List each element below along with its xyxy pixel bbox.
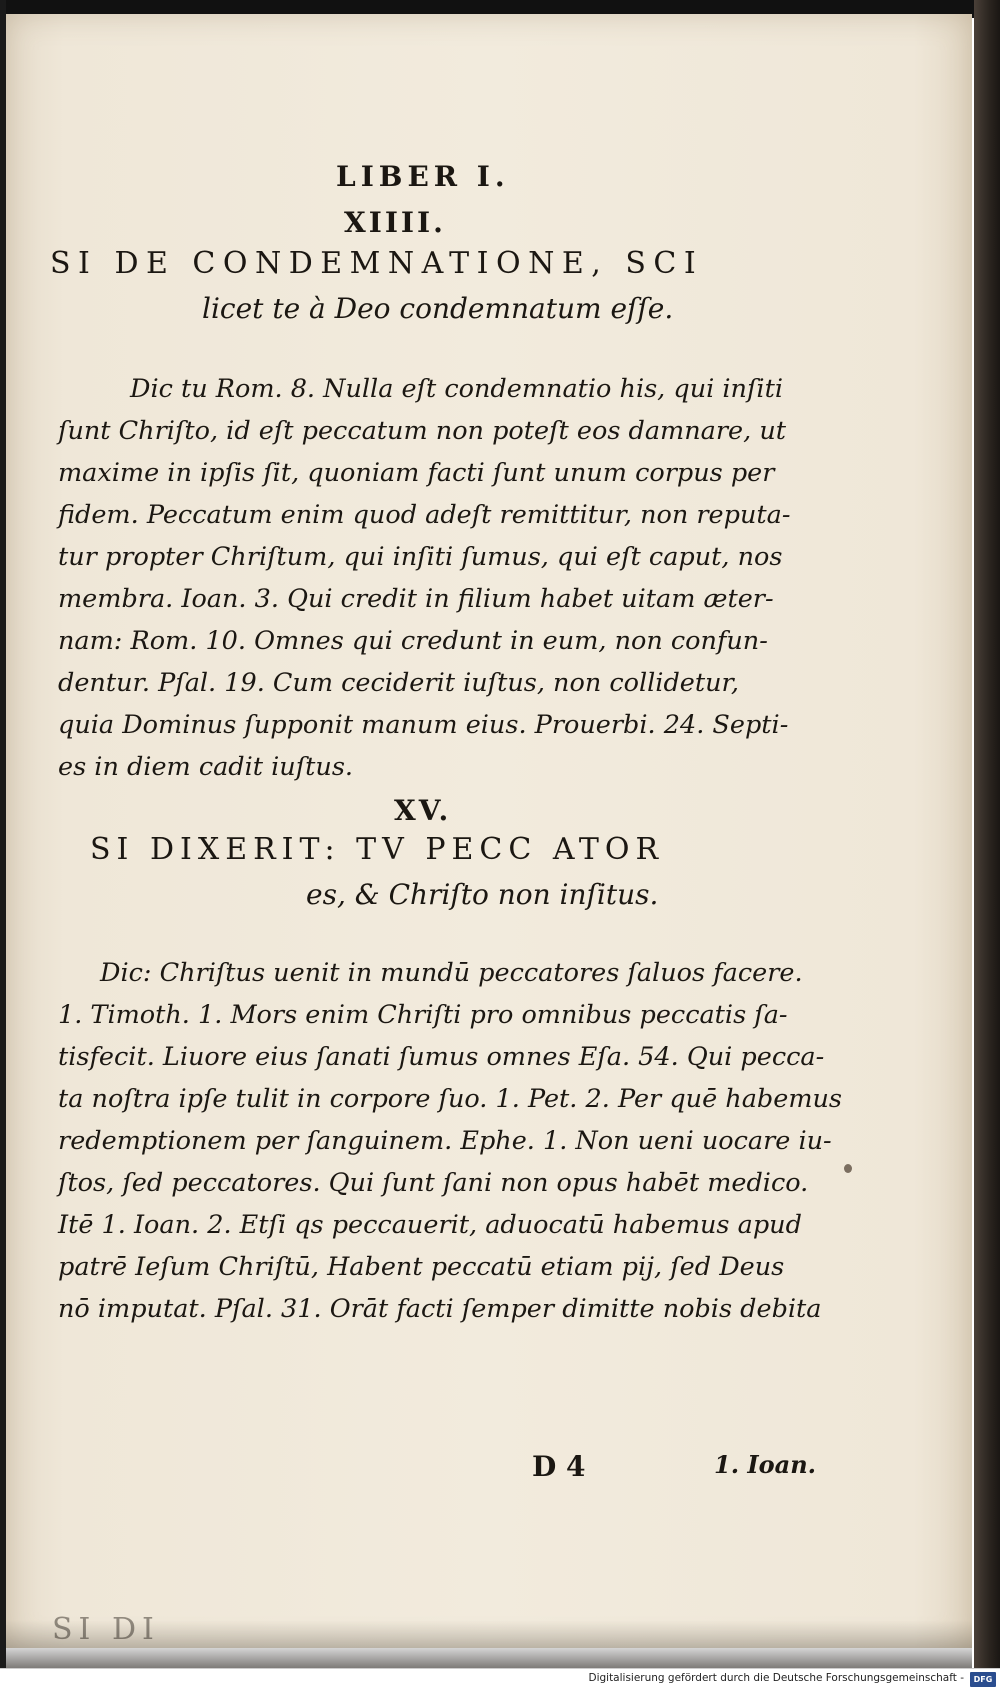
signature-mark: D 4 bbox=[532, 1450, 586, 1483]
section-subheading-15: es, & Chriſto non inſitus. bbox=[306, 878, 659, 911]
section-15-line: 1. Timoth. 1. Mors enim Chriſti pro omnibus peccatis ſa- bbox=[58, 1000, 788, 1030]
section-15-line: nō imputat. Pſal. 31. Orāt facti ſemper dimitte nobis debita bbox=[58, 1294, 822, 1324]
running-head: LIBER I. bbox=[336, 160, 510, 193]
section-15-line: Dic: Chriſtus uenit in mundū peccatores ſaluos facere. bbox=[100, 958, 803, 988]
section-number-15: XV. bbox=[394, 794, 452, 827]
section-14-line: quia Dominus ſupponit manum eius. Prouerbi. 24. Septi- bbox=[58, 710, 789, 740]
section-heading-15: SI DIXERIT: TV PECC ATOR bbox=[90, 832, 665, 867]
book-page bbox=[6, 14, 972, 1648]
section-15-line: ta noſtra ipſe tulit in corpore ſuo. 1. Pet. 2. Per quē habemus bbox=[58, 1084, 843, 1114]
section-14-line: fidem. Peccatum enim quod adeſt remittitur, non reputa- bbox=[58, 500, 791, 530]
section-14-line: ſunt Chriſto, id eſt peccatum non poteſt eos damnare, ut bbox=[58, 416, 787, 446]
section-14-line: dentur. Pſal. 19. Cum ceciderit iuſtus, non collidetur, bbox=[58, 668, 740, 698]
digitization-footer bbox=[0, 1668, 1000, 1691]
section-14-line: Dic tu Rom. 8. Nulla eſt condemnatio his, qui inſiti bbox=[130, 374, 783, 404]
book-spine-edge bbox=[974, 0, 1000, 1668]
section-15-line: patrē Ieſum Chriſtū, Habent peccatū etiam pij, ſed Deus bbox=[58, 1252, 785, 1282]
section-14-line: es in diem cadit iuſtus. bbox=[58, 752, 354, 782]
section-14-line: membra. Ioan. 3. Qui credit in filium habet uitam æter- bbox=[58, 584, 774, 614]
section-15-line: redemptionem per ſanguinem. Ephe. 1. Non ueni uocare iu- bbox=[58, 1126, 832, 1156]
funding-credit: Digitalisierung gefördert durch die Deutsche Forschungsgemeinschaft - bbox=[588, 1672, 964, 1684]
catchword: 1. Ioan. bbox=[714, 1450, 816, 1479]
dfg-logo: DFG bbox=[970, 1672, 996, 1687]
section-14-line: tur propter Chriſtum, qui inſiti ſumus, qui eſt caput, nos bbox=[58, 542, 783, 572]
section-14-line: nam: Rom. 10. Omnes qui credunt in eum, non confun- bbox=[58, 626, 768, 656]
page-bottom-shadow bbox=[6, 1620, 972, 1668]
section-number-14: XIIII. bbox=[344, 206, 446, 239]
section-heading-14: SI DE CONDEMNATIONE, SCI bbox=[50, 246, 704, 281]
section-15-line: tisfecit. Liuore eius ſanati ſumus omnes Eſa. 54. Qui pecca- bbox=[58, 1042, 825, 1072]
ink-spot bbox=[844, 1164, 852, 1173]
section-subheading-14: licet te à Deo condemnatum eſſe. bbox=[202, 292, 674, 325]
section-15-line: Itē 1. Ioan. 2. Etſi qs peccauerit, aduocatū habemus apud bbox=[58, 1210, 802, 1240]
section-15-line: ſtos, ſed peccatores. Qui ſunt ſani non opus habēt medico. bbox=[58, 1168, 809, 1198]
section-14-line: maxime in ipſis ſit, quoniam facti ſunt unum corpus per bbox=[58, 458, 775, 488]
